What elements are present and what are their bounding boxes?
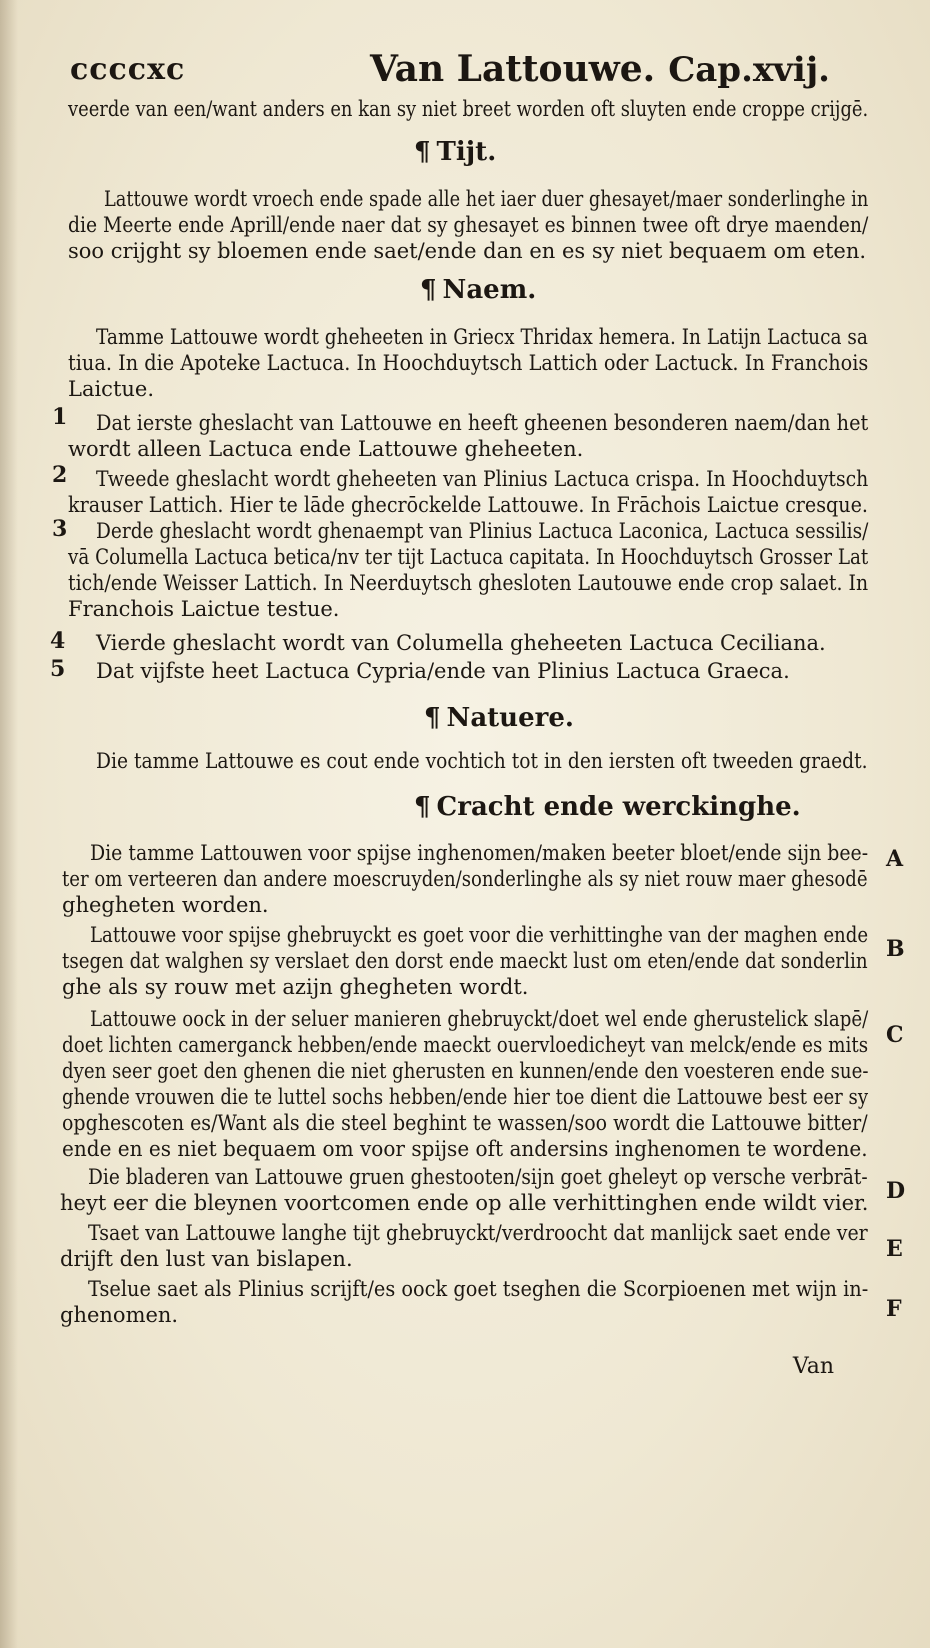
section-heading-cracht: ¶ Cracht ende werckinghe.	[414, 792, 801, 822]
page-gutter-shadow	[0, 0, 18, 1648]
cracht-line: ghenomen.	[60, 1303, 179, 1327]
cracht-line: ghe als sy rouw met azijn ghegheten wordt.	[62, 975, 529, 999]
cracht-line: dyen seer goet den ghenen die niet gherusten en kunnen/ende den voesteren ende sue-	[62, 1059, 869, 1083]
cracht-line: opghescoten es/Want als die steel beghint te wassen/soo wordt die Lattouwe bitter/	[62, 1111, 868, 1135]
margin-letter: E	[886, 1236, 903, 1262]
margin-number: 2	[52, 462, 68, 488]
cracht-line: ghende vrouwen die te luttel sochs hebben/ende hier toe dient die Lattouwe best eer sy	[62, 1085, 869, 1109]
margin-letter: C	[886, 1022, 904, 1048]
cracht-line: drijft den lust van bislapen.	[60, 1247, 353, 1271]
tijt-line: die Meerte ende Aprill/ende naer dat sy ghesayet es binnen twee oft drye maenden/	[68, 213, 869, 237]
pilcrow-icon: ¶	[414, 137, 431, 167]
section-heading-natuere: ¶ Natuere.	[424, 703, 574, 733]
naem-line: Vierde gheslacht wordt van Columella gheheeten Lactuca Ceciliana.	[96, 631, 826, 655]
cracht-line: Tselue saet als Plinius scrijft/es oock goet tseghen die Scorpioenen met wijn in-	[88, 1277, 869, 1301]
cracht-line: heyt eer die bleynen voortcomen ende op alle verhittinghen ende wildt vier.	[60, 1191, 869, 1215]
cracht-line: Die tamme Lattouwen voor spijse inghenomen/maken beeter bloet/ende sijn bee-	[90, 841, 869, 865]
cracht-line: Lattouwe oock in der seluer manieren ghebruyckt/doet wel ende gherustelick slapē/	[90, 1007, 869, 1031]
margin-number: 5	[50, 656, 66, 682]
section-heading-tijt: ¶ Tijt.	[414, 137, 497, 167]
cracht-line: Lattouwe voor spijse ghebruyckt es goet voor die verhittinghe van der maghen ende	[90, 923, 869, 947]
naem-line: tich/ende Weisser Lattich. In Neerduytsch ghesloten Lautouwe ende crop salaet. In	[68, 571, 869, 595]
naem-line: Derde gheslacht wordt ghenaempt van Plinius Lactuca Laconica, Lactuca sessilis/	[96, 519, 869, 543]
naem-line: Tweede gheslacht wordt gheheeten van Plinius Lactuca crispa. In Hoochduytsch	[96, 467, 869, 491]
folio-number: ccccxc	[70, 52, 186, 87]
cracht-line: doet lichten camerganck hebben/ende maeckt ouervloedicheyt van melck/ende es mits	[62, 1033, 869, 1057]
naem-line: wordt alleen Lactuca ende Lattouwe gheheeten.	[68, 437, 584, 461]
section-heading-naem: ¶ Naem.	[420, 275, 537, 305]
naem-line: krauser Lattich. Hier te lāde ghecrōckelde Lattouwe. In Frāchois Laictue cresque.	[68, 493, 868, 517]
tijt-line: Lattouwe wordt vroech ende spade alle het iaer duer ghesayet/maer sonderlinghe in	[104, 187, 869, 211]
naem-line: tiua. In die Apoteke Lactuca. In Hoochduytsch Lattich oder Lactuck. In Franchois	[68, 351, 869, 375]
naem-line: Tamme Lattouwe wordt gheheeten in Griecx Thridax hemera. In Latijn Lactuca sa	[96, 325, 868, 349]
chapter-number: Cap.xvij.	[668, 50, 830, 90]
naem-line: Laictue.	[68, 377, 155, 401]
natuere-line: Die tamme Lattouwe es cout ende vochtich tot in den iersten oft tweeden graedt.	[96, 749, 868, 773]
margin-letter: A	[886, 846, 904, 872]
cracht-line: tsegen dat walghen sy verslaet den dorst ende maeckt lust om eten/ende dat sonderlin	[62, 949, 868, 973]
naem-line: Dat ierste gheslacht van Lattouwe en heeft gheenen besonderen naem/dan het	[96, 411, 869, 435]
cracht-line: Die bladeren van Lattouwe gruen ghestooten/sijn goet gheleyt op versche verbrāt-	[88, 1165, 868, 1189]
cracht-line: ghegheten worden.	[62, 893, 269, 917]
naem-line: Franchois Laictue testue.	[68, 597, 340, 621]
margin-letter: D	[886, 1178, 906, 1204]
naem-line: Dat vijfste heet Lactuca Cypria/ende van Plinius Lactuca Graeca.	[96, 659, 790, 683]
naem-line: vā Columella Lactuca betica/nv ter tijt Lactuca capitata. In Hoochduytsch Grosser Lat	[68, 545, 869, 569]
cracht-line: ende en es niet bequaem om voor spijse oft andersins inghenomen te wordene.	[62, 1137, 868, 1161]
tijt-line: soo crijght sy bloemen ende saet/ende dan en es sy niet bequaem om eten.	[68, 239, 867, 263]
margin-number: 1	[52, 404, 68, 430]
intro-line: veerde van een/want anders en kan sy niet breet worden oft sluyten ende croppe crijgē.	[68, 97, 869, 121]
pilcrow-icon: ¶	[414, 792, 431, 822]
margin-letter: B	[886, 936, 905, 962]
margin-number: 4	[50, 628, 66, 654]
pilcrow-icon: ¶	[420, 275, 437, 305]
catchword: Van	[792, 1354, 834, 1379]
margin-number: 3	[52, 516, 68, 542]
running-title: Van Lattouwe.	[370, 48, 656, 90]
cracht-line: ter om verteeren dan andere moescruyden/sonderlinghe als sy niet rouw maer ghesodē	[62, 867, 868, 891]
cracht-line: Tsaet van Lattouwe langhe tijt ghebruyckt/verdroocht dat manlijck saet ende ver	[88, 1221, 868, 1245]
running-header	[70, 48, 830, 96]
margin-letter: F	[886, 1296, 902, 1322]
pilcrow-icon: ¶	[424, 703, 441, 733]
